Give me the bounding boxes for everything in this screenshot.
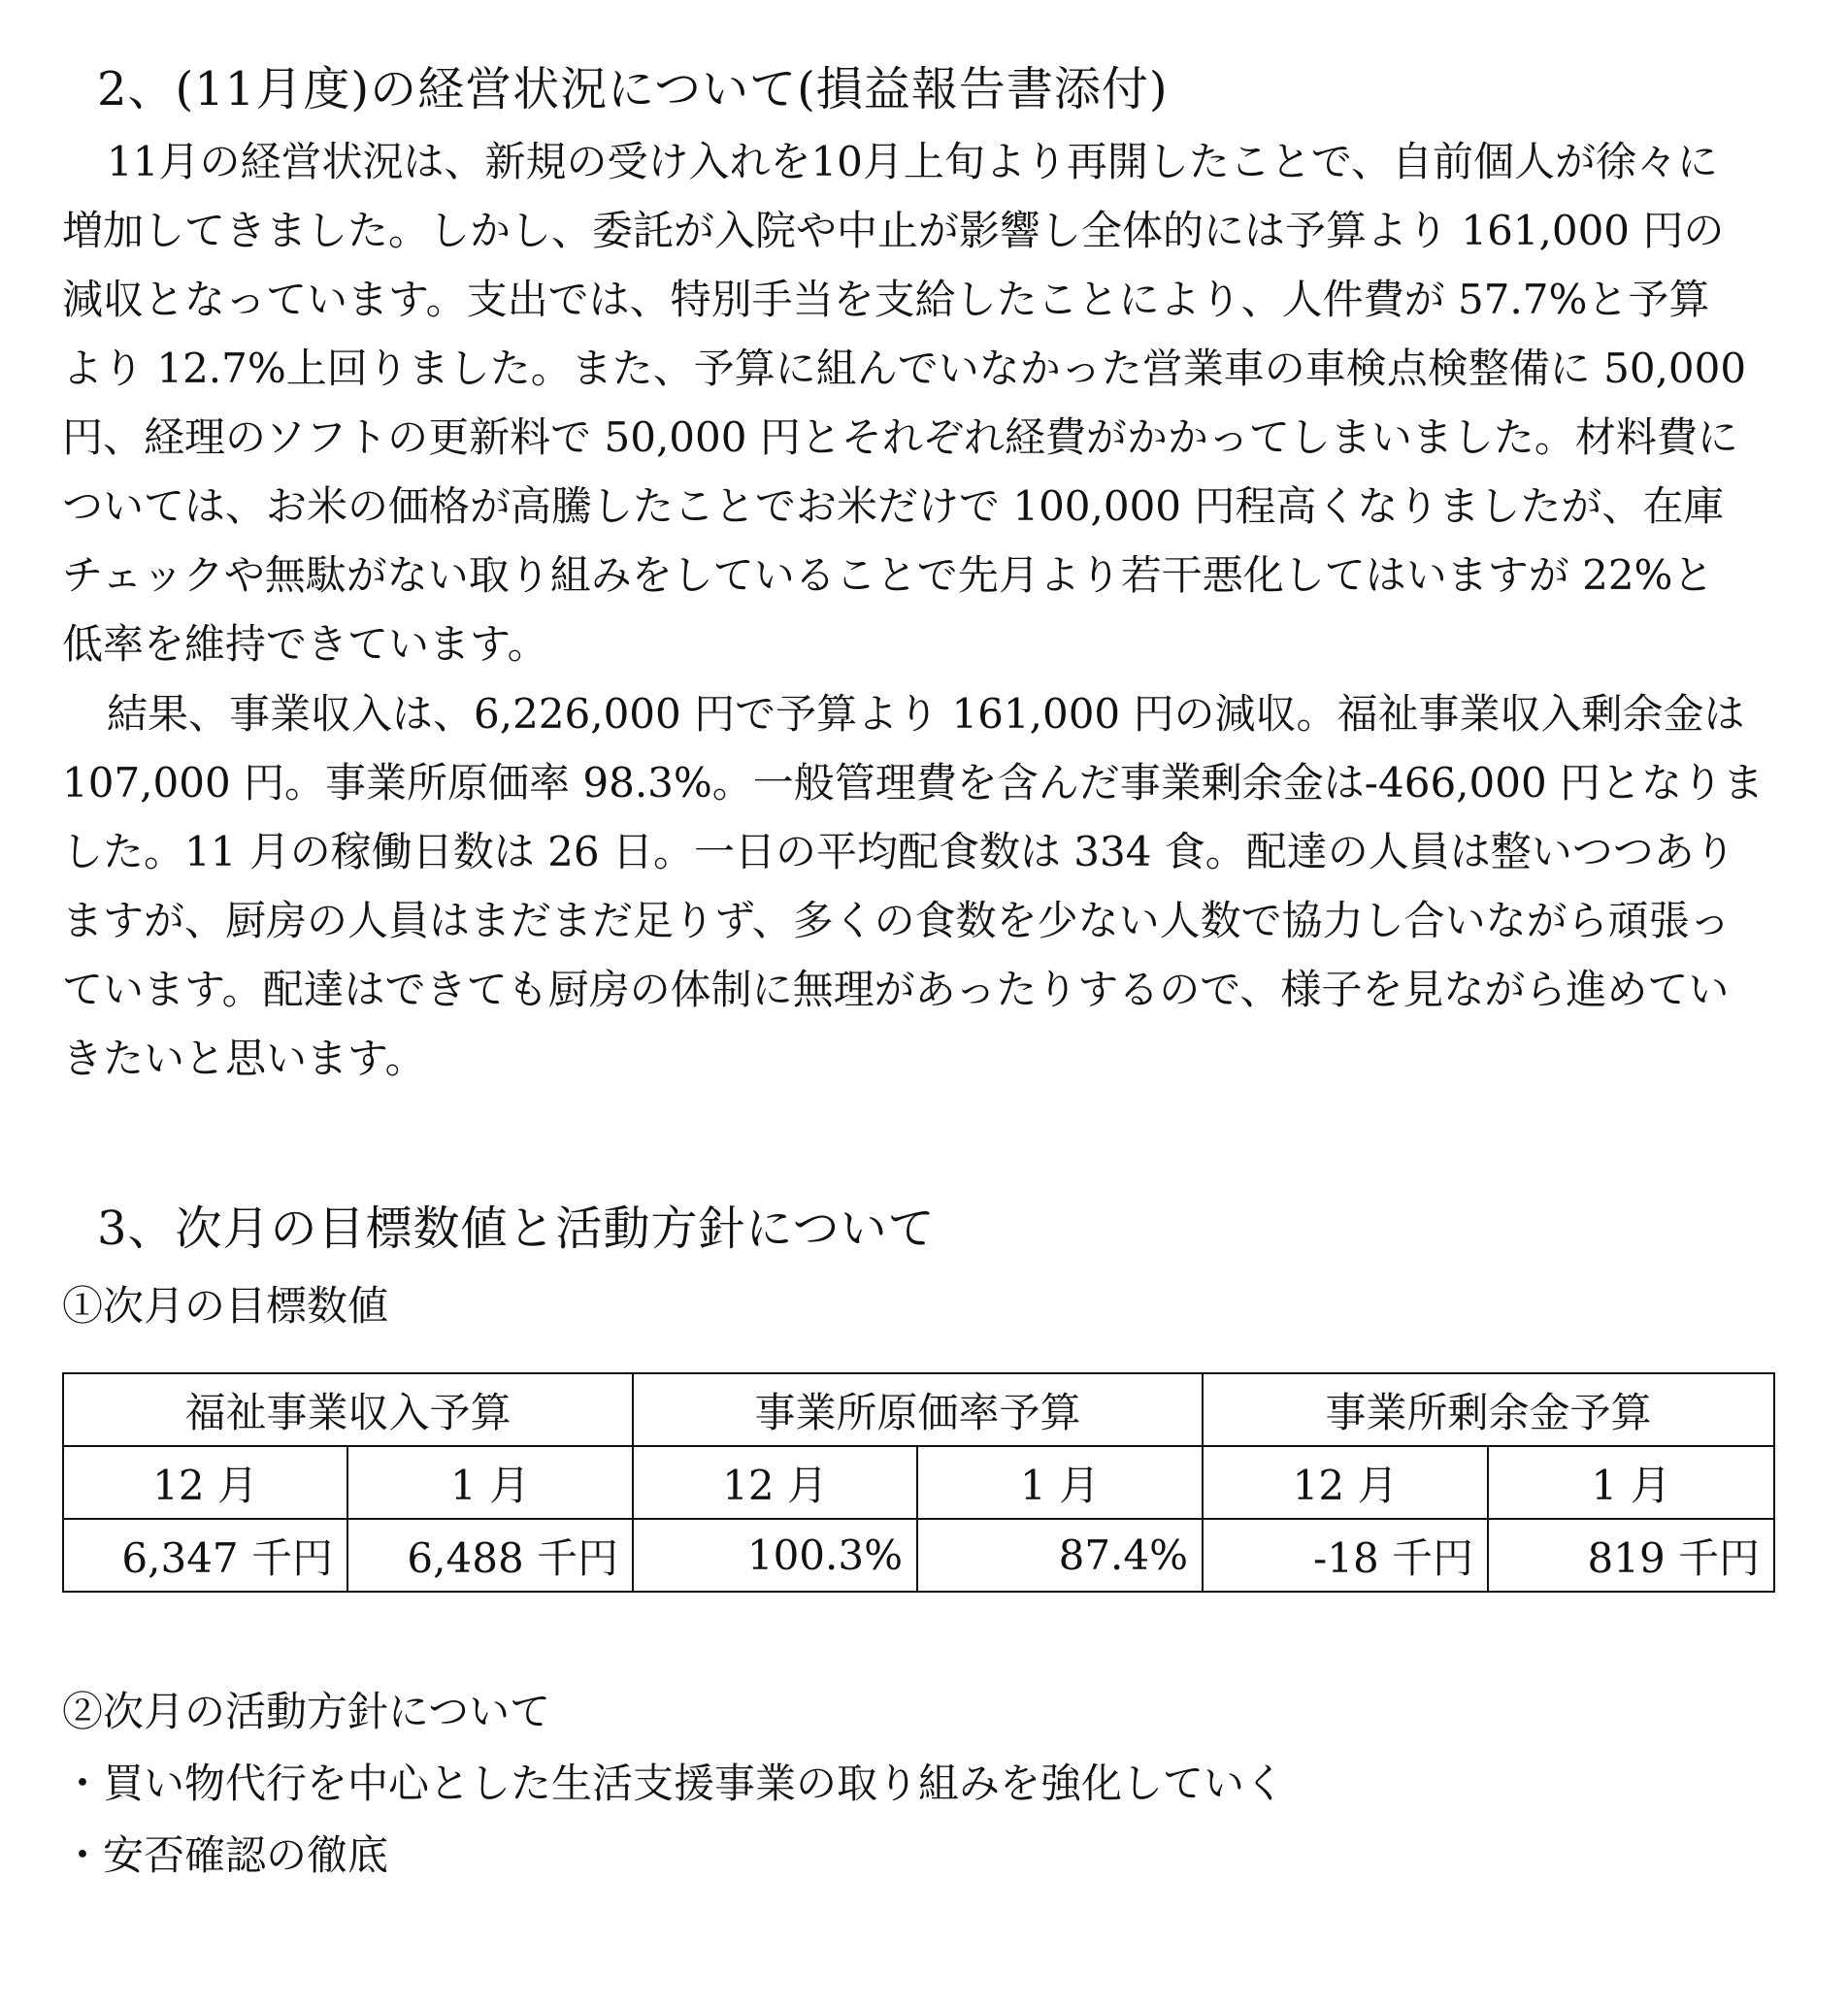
paragraph1-line: 増加してきました。しかし、委託が入院や中止が影響し全体的には予算より 161,000 円の xyxy=(62,207,1725,254)
value-cell: 6,488 千円 xyxy=(347,1519,633,1592)
policy-bullet: ・買い物代行を中心とした生活支援事業の取り組みを強化していく xyxy=(62,1760,1286,1807)
section3-heading: 3、次月の目標数値と活動方針について xyxy=(97,1202,936,1256)
value-cell: 6,347 千円 xyxy=(63,1519,347,1592)
value-cell: 87.4% xyxy=(917,1519,1203,1592)
section2-heading: 2、(11月度)の経営状況について(損益報告書添付) xyxy=(97,62,1169,116)
paragraph1-line: ついては、お米の価格が高騰したことでお米だけで 100,000 円程高くなりましたが、在庫 xyxy=(62,482,1725,530)
paragraph2-line: きたいと思います。 xyxy=(62,1035,426,1082)
cost-rate-budget-header: 事業所原価率予算 xyxy=(633,1373,1203,1446)
table-header-row xyxy=(63,1373,1774,1446)
target-values-subheading: ①次月の目標数値 xyxy=(62,1282,389,1330)
targets-table xyxy=(62,1372,1775,1593)
activity-policy-subheading: ②次月の活動方針について xyxy=(62,1688,551,1735)
welfare-income-budget-header: 福祉事業収入予算 xyxy=(63,1373,633,1446)
month-cell: 12 月 xyxy=(63,1446,347,1519)
paragraph1-line: チェックや無駄がない取り組みをしていることで先月より若干悪化してはいますが 22%と xyxy=(62,551,1714,599)
paragraph2-line: ますが、厨房の人員はまだまだ足りず、多くの食数を少ない人数で協力し合いながら頑張っ xyxy=(62,897,1731,944)
paragraph1-line: 円、経理のソフトの更新料で 50,000 円とそれぞれ経費がかかってしまいました。材料費に xyxy=(62,413,1738,461)
paragraph1-line: 減収となっています。支出では、特別手当を支給したことにより、人件費が 57.7%と予算 xyxy=(62,276,1710,323)
table-month-row xyxy=(63,1446,1774,1519)
table-value-row xyxy=(63,1519,1774,1592)
paragraph1-line: より 12.7%上回りました。また、予算に組んでいなかった営業車の車検点検整備に 50,000 xyxy=(62,345,1747,392)
paragraph1-line: 11月の経営状況は、新規の受け入れを10月上旬より再開したことで、自前個人が徐々に xyxy=(107,138,1719,185)
surplus-budget-header: 事業所剰余金予算 xyxy=(1203,1373,1774,1446)
month-cell: 1 月 xyxy=(347,1446,633,1519)
paragraph2-line: した。11 月の稼働日数は 26 日。一日の平均配食数は 334 食。配達の人員は整いつつあり xyxy=(62,828,1735,875)
paragraph2-line: 107,000 円。事業所原価率 98.3%。一般管理費を含んだ事業剰余金は-466,000 円となりま xyxy=(62,759,1765,806)
month-cell: 1 月 xyxy=(1488,1446,1774,1519)
value-cell: 100.3% xyxy=(633,1519,917,1592)
value-cell: -18 千円 xyxy=(1203,1519,1488,1592)
policy-bullet: ・安否確認の徹底 xyxy=(62,1831,389,1879)
paragraph1-line: 低率を維持できています。 xyxy=(62,620,548,668)
value-cell: 819 千円 xyxy=(1488,1519,1774,1592)
month-cell: 1 月 xyxy=(917,1446,1203,1519)
paragraph2-line: 結果、事業収入は、6,226,000 円で予算より 161,000 円の減収。福祉事業収入剰余金は xyxy=(107,690,1745,738)
month-cell: 12 月 xyxy=(1203,1446,1488,1519)
paragraph2-line: ています。配達はできても厨房の体制に無理があったりするので、様子を見ながら進めてい xyxy=(62,966,1730,1013)
month-cell: 12 月 xyxy=(633,1446,917,1519)
